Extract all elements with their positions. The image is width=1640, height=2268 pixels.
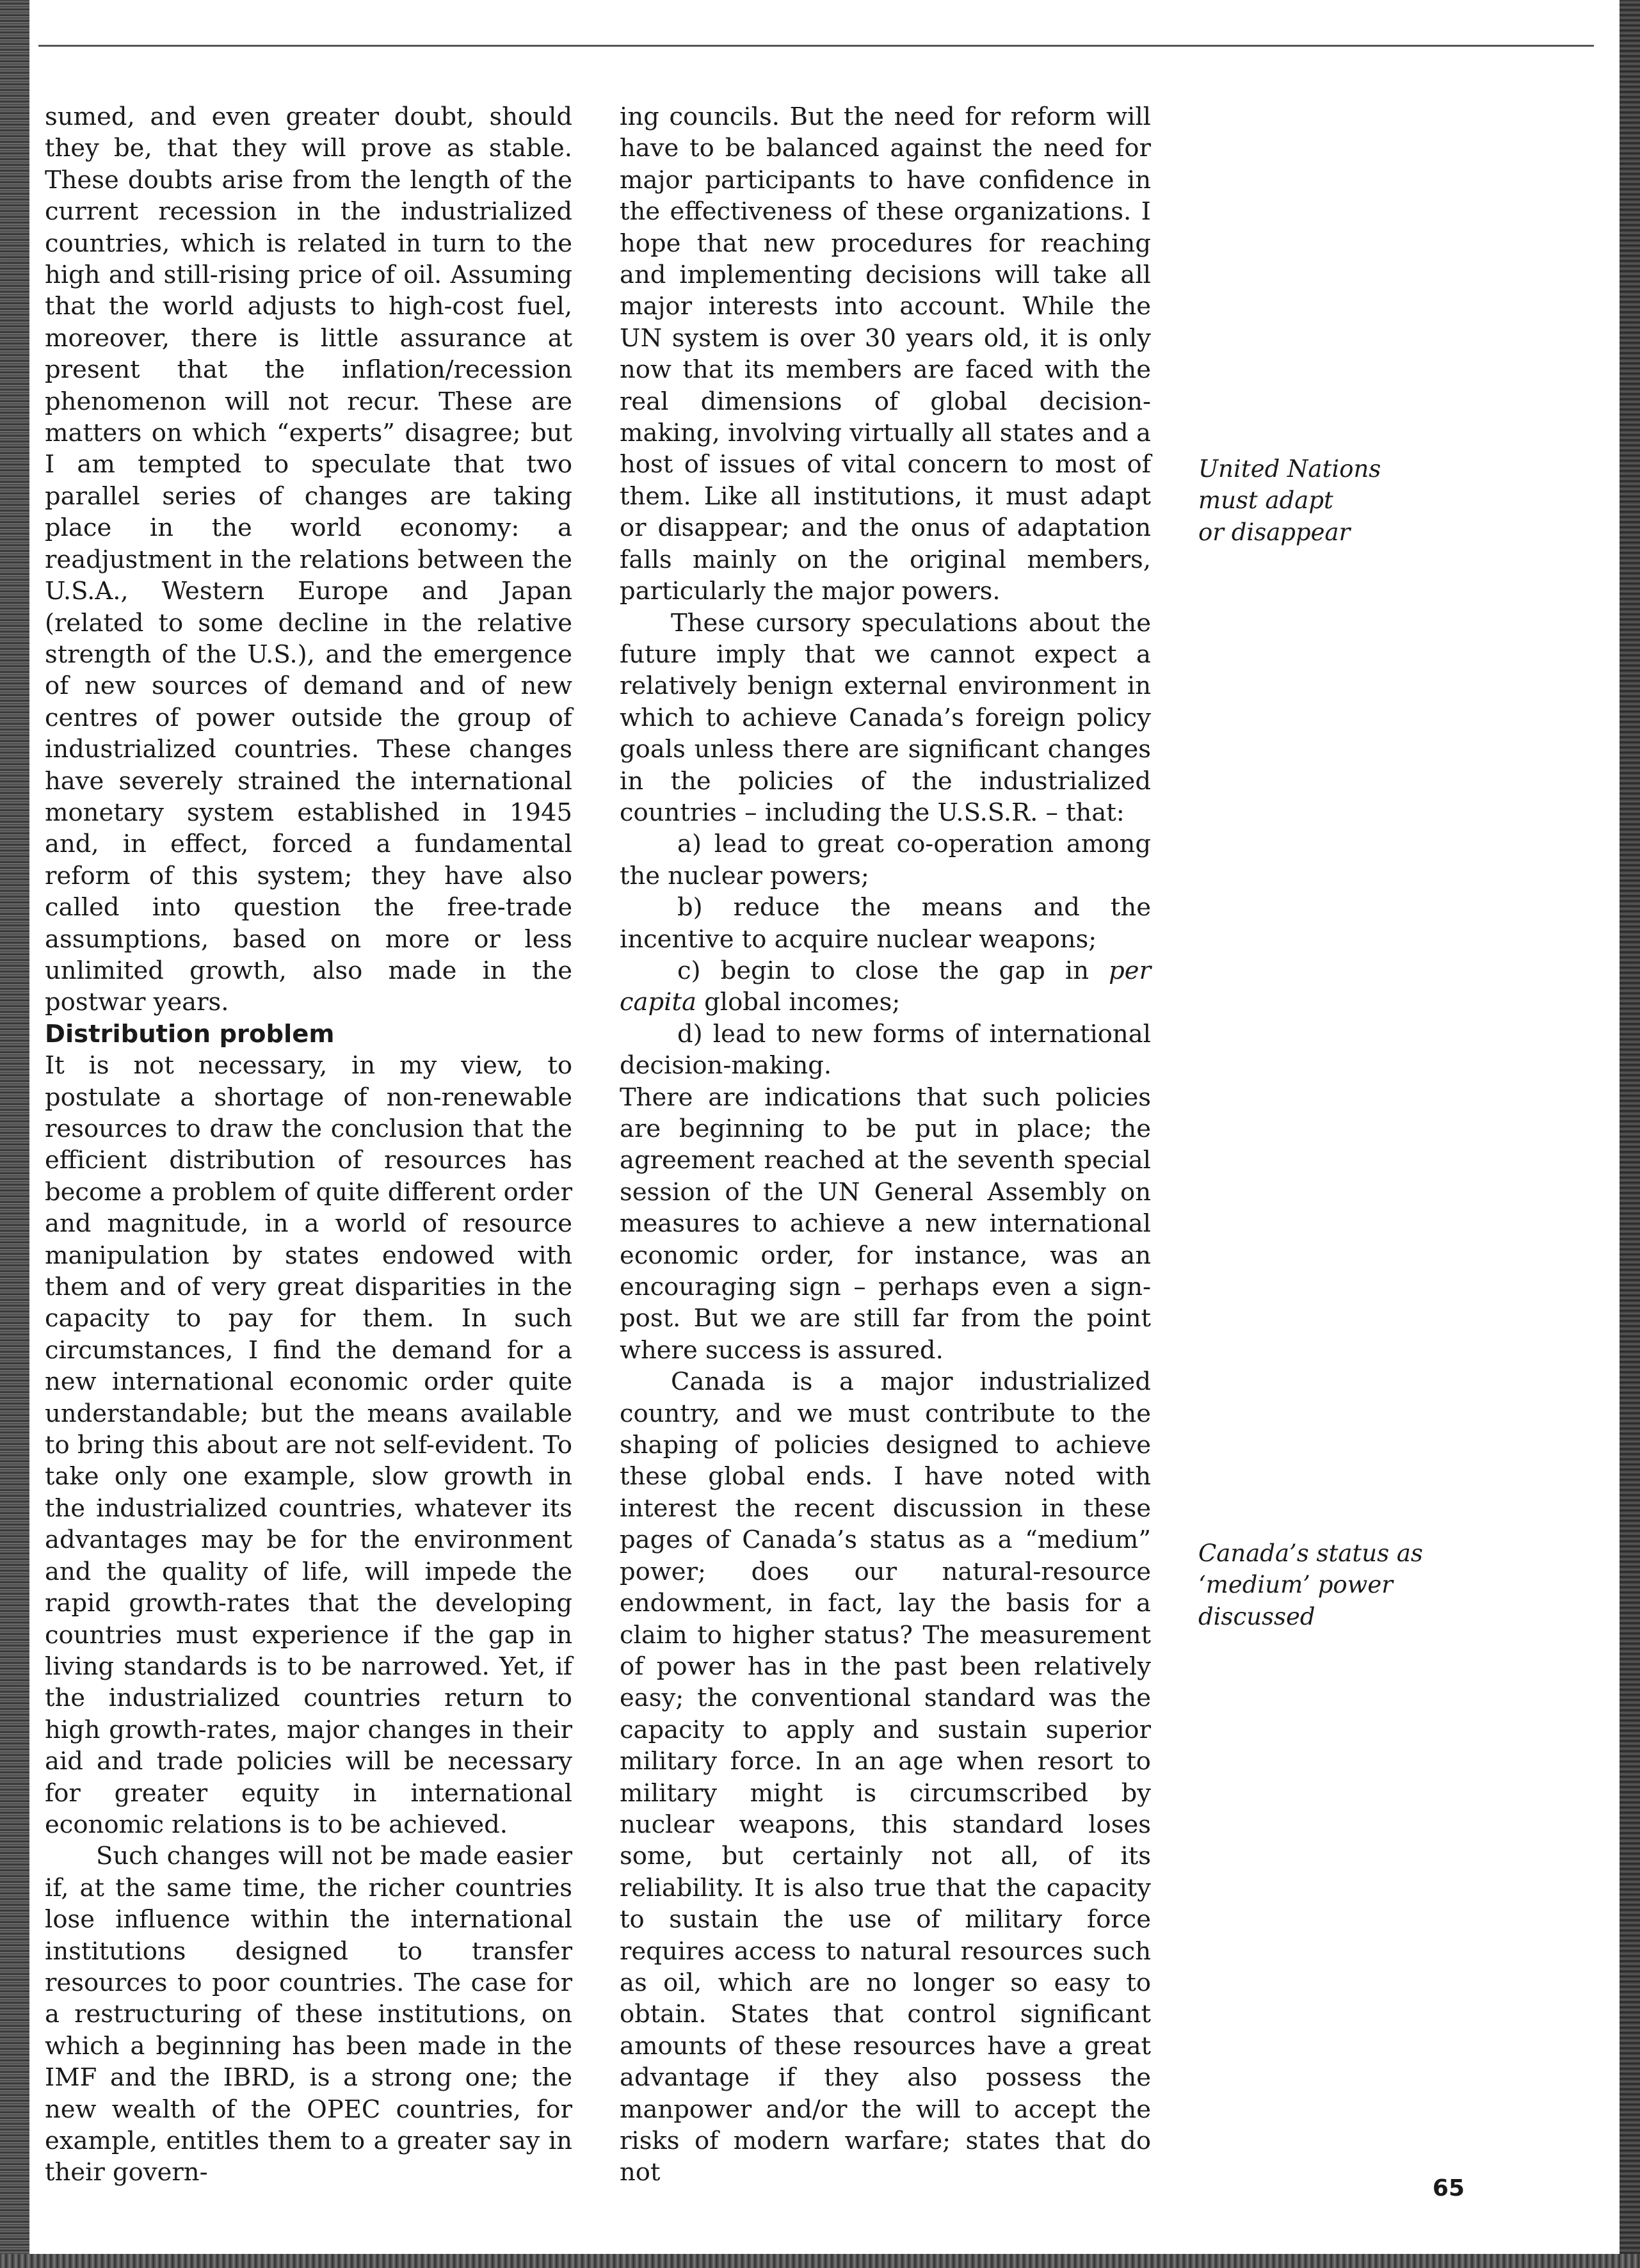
list-item-b: b) reduce the means and the incentive to acquire nuclear weapons; (620, 893, 1151, 954)
middle-paragraph-3: There are indications that such policies are beginning to be put in place; the agreement reached at the seventh special session of the UN General Assembly on measures to achieve a new international economic order, for instance, was an encouraging sign – perhaps even a sign-post. But we are still far from the point where success is assured. (620, 1082, 1151, 1365)
list-item-c (620, 955, 1151, 1018)
list-item-c-suffix: global incomes; (696, 988, 901, 1017)
middle-column (620, 101, 1151, 2189)
sidenote-canada-line-3: discussed (1198, 1602, 1315, 1630)
left-paragraph-2: It is not necessary, in my view, to postulate a shortage of non-renewable resources to draw the conclusion that the efficient distribution of resources has become a problem of quite different order and magnitude, in a world of resource manipulation by states endowed with them and of very great disparities in the capacity to pay for them. In such circumstances, I find the demand for a new international economic order quite understandable; but the means available to bring this about are not self-evident. To take only one example, slow growth in the industrialized countries, whatever its advantages may be for the environment and the quality of life, will impede the rapid growth-rates that the developing countries must experience if the gap in living standards is to be narrowed. Yet, if the industrialized countries return to high growth-rates, major changes in their aid and trade policies will be necessary for greater equity in international economic relations is to be achieved. (45, 1051, 572, 1839)
scan-edge-right (1620, 0, 1640, 2268)
scan-edge-left (0, 0, 29, 2268)
sidenote-canada-status (1198, 1538, 1467, 1632)
sidenote-un-line-1: United Nations (1198, 455, 1381, 483)
left-column (45, 101, 572, 2189)
sidenote-un-line-3: or disappear (1198, 518, 1351, 546)
list-item-c-prefix: c) begin to close the gap in (677, 956, 1109, 985)
middle-paragraph-4: Canada is a major industrialized country, and we must contribute to the shaping of policies designed to achieve these global ends. I have noted with interest the recent discussion in these pages of Canada’s status as a “medium” power; does our natural-resource endowment, in fact, lay the basis for a claim to higher status? The measurement of power has in the past been relatively easy; the conventional standard was the capacity to apply and sustain superior military force. In an age when resort to military might is circumscribed by nuclear weapons, this standard loses some, but certainly not all, of its reliability. It is also true that the capacity to sustain the use of military force requires access to natural resources such as oil, which are no longer so easy to obtain. States that control significant amounts of these resources have a great advantage if they also possess the manpower and/or the will to accept the risks of modern warfare; states that do not (620, 1367, 1151, 2187)
left-paragraph-1: sumed, and even greater doubt, should they be, that they will prove as stable. These doubts arise from the length of the current recession in the industrialized countries, which is related in turn to the high and still-rising price of oil. Assuming that the world adjusts to high-cost fuel, moreover, there is little assurance at present that the inflation/recession phenomenon will not recur. These are matters on which “experts” disagree; but I am tempted to speculate that two parallel series of changes are taking place in the world economy: a readjustment in the relations between the U.S.A., Western Europe and Japan (related to some decline in the relative strength of the U.S.), and the emergence of new sources of demand and of new centres of power outside the group of industrialized countries. These changes have severely strained the international monetary system established in 1945 and, in effect, forced a fundamental reform of this system; they have also called into question the free-trade assumptions, based on more or less unlimited growth, also made in the postwar years. (45, 102, 572, 1017)
list-item-d: d) lead to new forms of international decision-making. (620, 1019, 1151, 1081)
sidenote-un-line-2: must adapt (1198, 487, 1333, 515)
scan-edge-bottom (0, 2254, 1640, 2268)
list-item-a: a) lead to great co-operation among the nuclear powers; (620, 830, 1151, 890)
page-number: 65 (1432, 2175, 1465, 2201)
middle-paragraph-1: ing councils. But the need for reform will have to be balanced against the need for major participants to have confidence in the effectiveness of these organizations. I hope that new procedures for reaching and implementing decisions will take all major interests into account. While the UN system is over 30 years old, it is only now that its members are faced with the real dimensions of global decision-making, involving virtually all states and a host of issues of vital concern to most of them. Like all institutions, it must adapt or disappear; and the onus of adaptation falls mainly on the original members, particularly the major powers. (620, 102, 1151, 606)
top-rule (38, 45, 1594, 47)
subhead-distribution-problem: Distribution problem (45, 1019, 335, 1049)
middle-paragraph-2: These cursory speculations about the future imply that we cannot expect a relatively benign external environment in which to achieve Canada’s foreign policy goals unless there are significant changes in the policies of the industrialized countries – including the U.S.S.R. – that: (620, 608, 1151, 827)
left-paragraph-3: Such changes will not be made easier if, at the same time, the richer countries lose influence within the international institutions designed to transfer resources to poor countries. The case for a restructuring of these institutions, on which a beginning has been made in the IMF and the IBRD, is a strong one; the new wealth of the OPEC countries, for example, entitles them to a greater say in their govern- (45, 1842, 572, 2187)
sidenote-canada-line-1: Canada’s status as (1198, 1540, 1423, 1567)
list-item-c-italic: per capita (620, 956, 1151, 1017)
sidenote-united-nations (1198, 453, 1467, 548)
sidenote-canada-line-2: ‘medium’ power (1198, 1571, 1393, 1599)
